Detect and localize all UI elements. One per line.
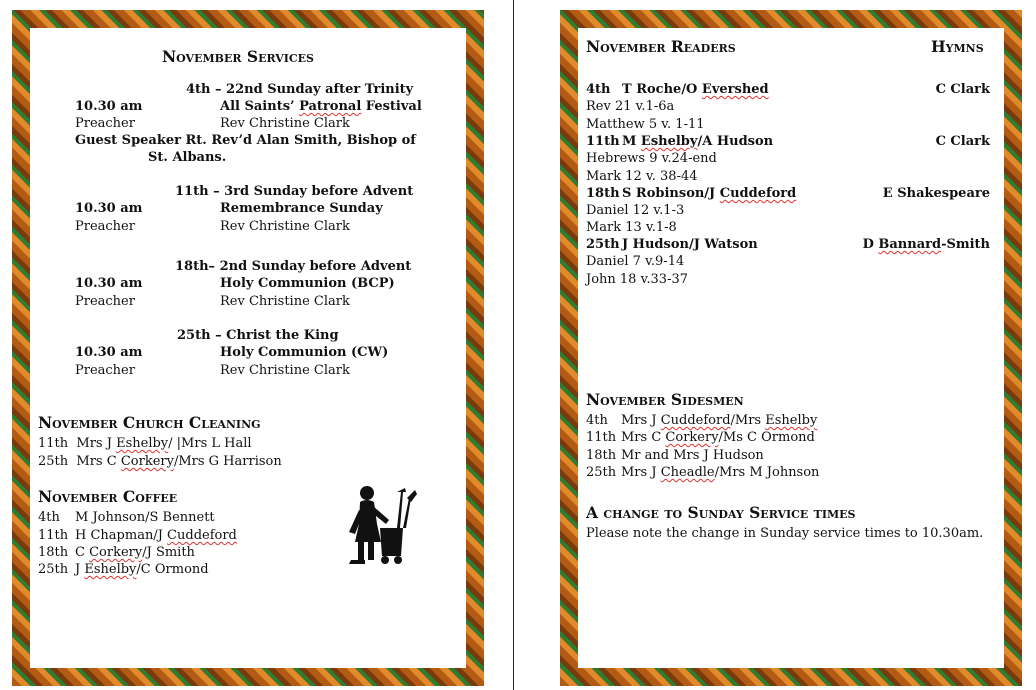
- change-text: Please note the change in Sunday service times to 10.30am.: [586, 526, 984, 541]
- preacher-name: Rev Christine Clark: [220, 116, 350, 131]
- cleaning-row: 11th Mrs J Eshelby/ |Mrs L Hall: [38, 436, 252, 451]
- reading: Mark 13 v.1-8: [586, 220, 677, 235]
- sidesmen-row: 4th Mrs J Cuddeford/Mrs Eshelby: [586, 413, 818, 428]
- service-time: 10.30 am: [75, 201, 143, 216]
- preacher-label: Preacher: [75, 294, 135, 309]
- sidesmen-row: 25th Mrs J Cheadle/Mrs M Johnson: [586, 465, 820, 480]
- change-title: A change to Sunday Service times: [586, 503, 856, 522]
- reading: Matthew 5 v. 1-11: [586, 117, 705, 132]
- cleaning-title: November Church Cleaning: [38, 413, 261, 432]
- guest-speaker-line: St. Albans.: [148, 150, 227, 165]
- service-heading: 25th – Christ the King: [177, 328, 339, 343]
- service-name: Remembrance Sunday: [220, 201, 383, 216]
- service-heading: 18th– 2nd Sunday before Advent: [175, 259, 412, 274]
- preacher-label: Preacher: [75, 116, 135, 131]
- guest-speaker-line: Guest Speaker Rt. Rev’d Alan Smith, Bishop of: [75, 133, 416, 148]
- service-time: 10.30 am: [75, 276, 143, 291]
- reading: John 18 v.33-37: [586, 272, 689, 287]
- reader-row: 25th J Hudson/J Watson: [586, 237, 758, 252]
- service-heading: 4th – 22nd Sunday after Trinity: [186, 82, 414, 97]
- hymns-title: Hymns: [931, 37, 984, 56]
- coffee-row: 4th M Johnson/S Bennett: [38, 510, 215, 525]
- sidesmen-title: November Sidesmen: [586, 390, 744, 409]
- page-divider: [513, 0, 514, 690]
- reading: Daniel 7 v.9-14: [586, 254, 685, 269]
- coffee-row: 18th C Corkery/J Smith: [38, 545, 195, 560]
- hymn-name: C Clark: [935, 134, 990, 149]
- sidesmen-row: 11th Mrs C Corkery/Ms C Ormond: [586, 430, 815, 445]
- service-name: Holy Communion (BCP): [220, 276, 395, 291]
- preacher-name: Rev Christine Clark: [220, 219, 350, 234]
- service-name: Holy Communion (CW): [220, 345, 389, 360]
- readers-title: November Readers: [586, 37, 736, 56]
- preacher-name: Rev Christine Clark: [220, 363, 350, 378]
- sidesmen-row: 18th Mr and Mrs J Hudson: [586, 448, 764, 463]
- preacher-label: Preacher: [75, 219, 135, 234]
- reading: Rev 21 v.1-6a: [586, 99, 675, 114]
- hymn-name: D Bannard-Smith: [862, 237, 990, 252]
- reader-row: 11th M Eshelby/A Hudson: [586, 134, 774, 149]
- service-name: All Saints’ Patronal Festival: [220, 99, 422, 114]
- service-heading: 11th – 3rd Sunday before Advent: [175, 184, 414, 199]
- coffee-title: November Coffee: [38, 487, 178, 506]
- reader-row: 18th S Robinson/J Cuddeford: [586, 186, 797, 201]
- reader-row: 4th T Roche/O Evershed: [586, 82, 769, 97]
- reading: Hebrews 9 v.24-end: [586, 151, 717, 166]
- coffee-row: 11th H Chapman/J Cuddeford: [38, 528, 237, 543]
- service-time: 10.30 am: [75, 99, 143, 114]
- cleaning-row: 25th Mrs C Corkery/Mrs G Harrison: [38, 454, 282, 469]
- preacher-label: Preacher: [75, 363, 135, 378]
- hymn-name: C Clark: [935, 82, 990, 97]
- hymn-name: E Shakespeare: [882, 186, 990, 201]
- coffee-row: 25th J Eshelby/C Ormond: [38, 562, 209, 577]
- reading: Daniel 12 v.1-3: [586, 203, 685, 218]
- services-title: November Services: [162, 47, 314, 66]
- preacher-name: Rev Christine Clark: [220, 294, 350, 309]
- cleaner-icon: [345, 484, 420, 566]
- reading: Mark 12 v. 38-44: [586, 169, 698, 184]
- service-time: 10.30 am: [75, 345, 143, 360]
